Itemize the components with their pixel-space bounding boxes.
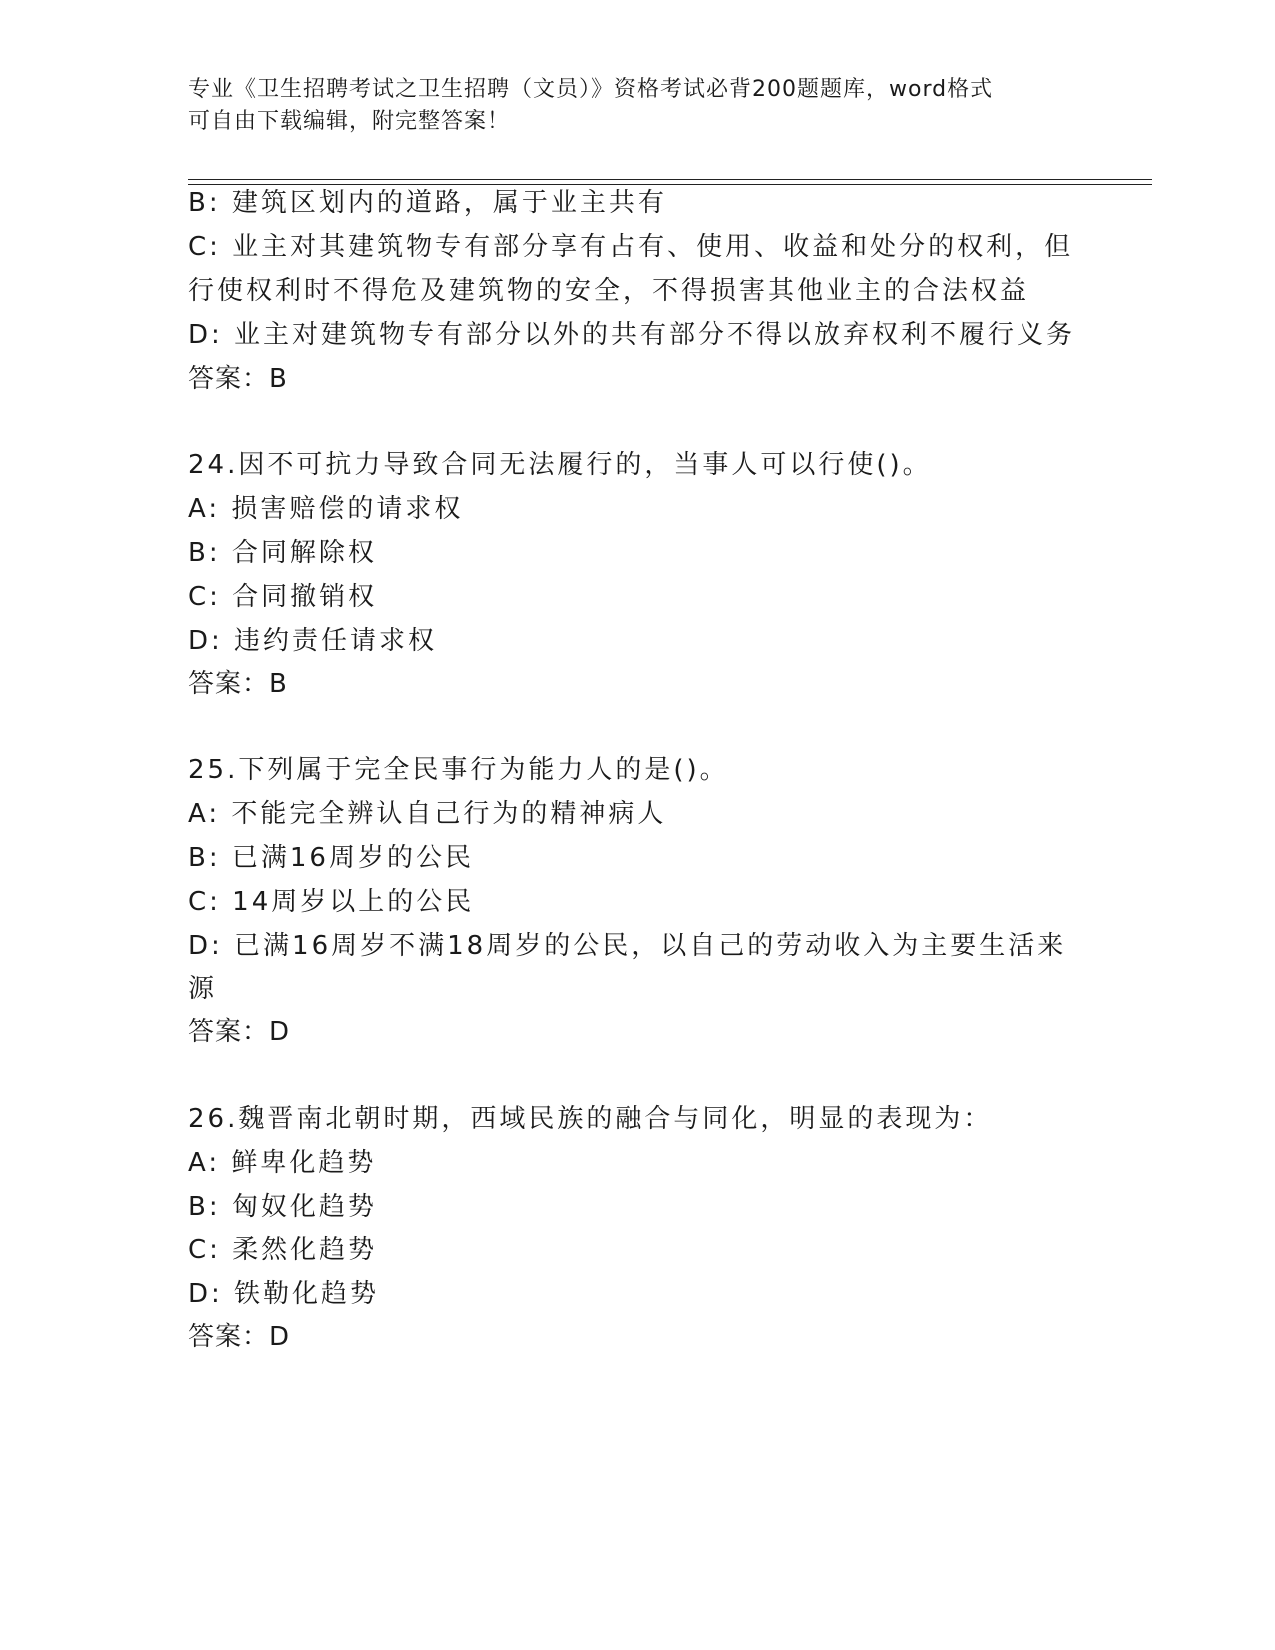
q23-option-b: B: 建筑区划内的道路，属于业主共有 [188,188,667,218]
q23-answer: 答案：B [188,364,288,394]
q25-option-c: C: 14周岁以上的公民 [188,887,475,917]
header-line-1: 专业《卫生招聘考试之卫生招聘（文员）》资格考试必背200题题库，word格式 [188,77,994,102]
q25-option-d-line2: 源 [188,974,218,1004]
q23-option-c-line1: C: 业主对其建筑物专有部分享有占有、使用、收益和处分的权利，但 [188,232,1074,262]
q24-option-b: B: 合同解除权 [188,538,377,568]
q25-option-a: A: 不能完全辨认自己行为的精神病人 [188,799,667,829]
q26-option-b: B: 匈奴化趋势 [188,1192,377,1222]
q24-answer: 答案：B [188,669,288,699]
q26-option-a: A: 鲜卑化趋势 [188,1148,377,1178]
q24-option-c: C: 合同撤销权 [188,582,378,612]
q24-option-d: D: 违约责任请求权 [188,626,438,656]
q26-option-d: D: 铁勒化趋势 [188,1279,380,1309]
q24-option-a: A: 损害赔偿的请求权 [188,494,464,524]
q26-option-c: C: 柔然化趋势 [188,1235,378,1265]
q25-option-b: B: 已满16周岁的公民 [188,843,474,873]
q25-answer: 答案：D [188,1017,291,1047]
q24-question: 24.因不可抗力导致合同无法履行的，当事人可以行使()。 [188,450,932,480]
document-header [188,74,1068,138]
q25-option-d-line1: D: 已满16周岁不满18周岁的公民，以自己的劳动收入为主要生活来 [188,931,1067,961]
q26-answer: 答案：D [188,1322,291,1352]
q25-question: 25.下列属于完全民事行为能力人的是()。 [188,755,729,785]
header-line-2: 可自由下载编辑，附完整答案！ [188,109,511,134]
header-divider-top [188,179,1152,180]
q26-question: 26.魏晋南北朝时期，西域民族的融合与同化，明显的表现为： [188,1104,993,1134]
q23-option-c-line2: 行使权利时不得危及建筑物的安全，不得损害其他业主的合法权益 [188,276,1030,306]
q23-option-d: D: 业主对建筑物专有部分以外的共有部分不得以放弃权利不履行义务 [188,320,1076,350]
